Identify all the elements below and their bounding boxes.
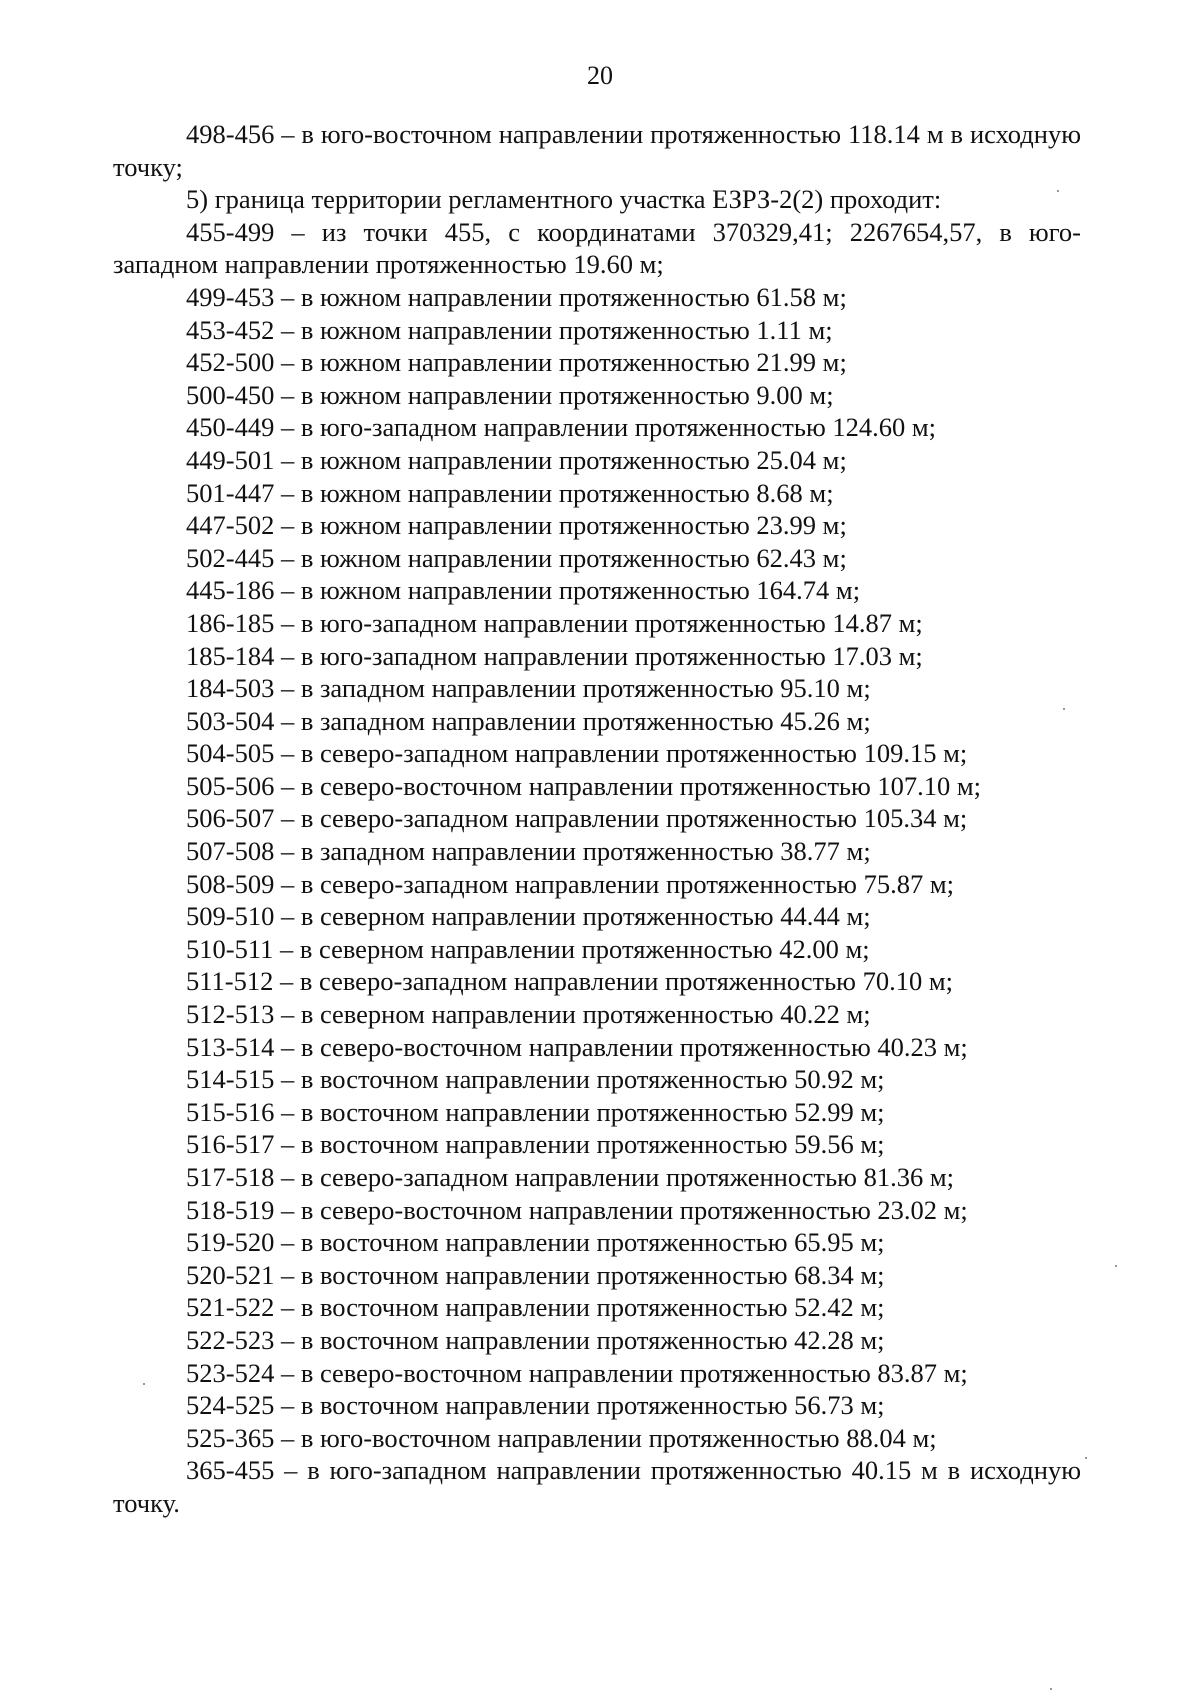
segment-line: 524-525 – в восточном направлении протяженностью 56.73 м;: [186, 1390, 885, 1421]
segment-line: 522-523 – в восточном направлении протяженностью 42.28 м;: [186, 1324, 885, 1355]
segment-line: 511-512 – в северо-западном направлении протяженностью 70.10 м;: [186, 966, 953, 997]
segment-line: 453-452 – в южном направлении протяженностью 1.11 м;: [186, 314, 833, 345]
segment-line: 505-506 – в северо-восточном направлении протяженностью 107.10 м;: [186, 770, 982, 801]
first-segment-paragraph: 455-499 – из точки 455, с координатами 370329,41; 2267654,57, в юго-западном направлении протяженностью 19.60 м;: [113, 216, 1081, 280]
segment-line: 510-511 – в северном направлении протяженностью 42.00 м;: [186, 933, 870, 964]
segment-line: 449-501 – в южном направлении протяженностью 25.04 м;: [186, 444, 847, 475]
scan-speck: [1085, 1457, 1087, 1459]
section-heading: 5) граница территории регламентного участка ЕЗРЗ-2(2) проходит:: [186, 184, 942, 215]
segment-line: 519-520 – в восточном направлении протяженностью 65.95 м;: [186, 1227, 885, 1258]
segment-line: 513-514 – в северо-восточном направлении протяженностью 40.23 м;: [186, 1031, 968, 1062]
segment-line: 523-524 – в северо-восточном направлении протяженностью 83.87 м;: [186, 1357, 968, 1388]
segment-line: 516-517 – в восточном направлении протяженностью 59.56 м;: [186, 1129, 885, 1160]
segment-line: 507-508 – в западном направлении протяженностью 38.77 м;: [186, 836, 871, 867]
segment-line: 508-509 – в северо-западном направлении протяженностью 75.87 м;: [186, 868, 954, 899]
segment-line: 506-507 – в северо-западном направлении протяженностью 105.34 м;: [186, 803, 968, 834]
scan-speck: [1115, 1265, 1117, 1267]
scan-speck: [1063, 708, 1065, 710]
segment-line: 515-516 – в восточном направлении протяженностью 52.99 м;: [186, 1096, 885, 1127]
segment-line: 521-522 – в восточном направлении протяженностью 52.42 м;: [186, 1292, 885, 1323]
segment-line: 514-515 – в восточном направлении протяженностью 50.92 м;: [186, 1064, 885, 1095]
segment-line: 452-500 – в южном направлении протяженностью 21.99 м;: [186, 347, 847, 378]
segment-line: 445-186 – в южном направлении протяженностью 164.74 м;: [186, 575, 861, 606]
segment-line: 502-445 – в южном направлении протяженностью 62.43 м;: [186, 542, 847, 573]
page-number: 20: [587, 61, 613, 90]
closing-paragraph: 365-455 – в юго-западном направлении протяженностью 40.15 м в исходную точку.: [113, 1455, 1081, 1518]
segment-line: 185-184 – в юго-западном направлении протяженностью 17.03 м;: [186, 640, 923, 671]
segment-line: 525-365 – в юго-восточном направлении протяженностью 88.04 м;: [186, 1422, 937, 1453]
document-body: [113, 118, 1081, 1520]
segment-line: 512-513 – в северном направлении протяженностью 40.22 м;: [186, 999, 871, 1030]
opening-paragraph: 498-456 – в юго-восточном направлении протяженностью 118.14 м в исходную точку;: [113, 119, 1081, 182]
segment-line: 503-504 – в западном направлении протяженностью 45.26 м;: [186, 705, 871, 736]
segment-line: 501-447 – в южном направлении протяженностью 8.68 м;: [186, 477, 834, 508]
segment-line: 450-449 – в юго-западном направлении протяженностью 124.60 м;: [186, 412, 937, 443]
segment-line: 504-505 – в северо-западном направлении протяженностью 109.15 м;: [186, 738, 968, 769]
segment-line: 520-521 – в восточном направлении протяженностью 68.34 м;: [186, 1259, 885, 1290]
scan-speck: [143, 1383, 145, 1385]
segment-line: 509-510 – в северном направлении протяженностью 44.44 м;: [186, 901, 871, 932]
segment-line: 517-518 – в северо-западном направлении протяженностью 81.36 м;: [186, 1162, 954, 1192]
segment-line: 518-519 – в северо-восточном направлении протяженностью 23.02 м;: [186, 1194, 968, 1225]
scan-speck: [1057, 190, 1059, 192]
segment-list: [113, 281, 1081, 1454]
segment-line: 499-453 – в южном направлении протяженностью 61.58 м;: [186, 281, 847, 312]
segment-line: 500-450 – в южном направлении протяженностью 9.00 м;: [186, 379, 834, 410]
segment-line: 186-185 – в юго-западном направлении протяженностью 14.87 м;: [186, 607, 923, 638]
segment-line: 184-503 – в западном направлении протяженностью 95.10 м;: [186, 673, 871, 704]
scan-speck: [1050, 1688, 1052, 1690]
segment-line: 447-502 – в южном направлении протяженностью 23.99 м;: [186, 510, 847, 541]
